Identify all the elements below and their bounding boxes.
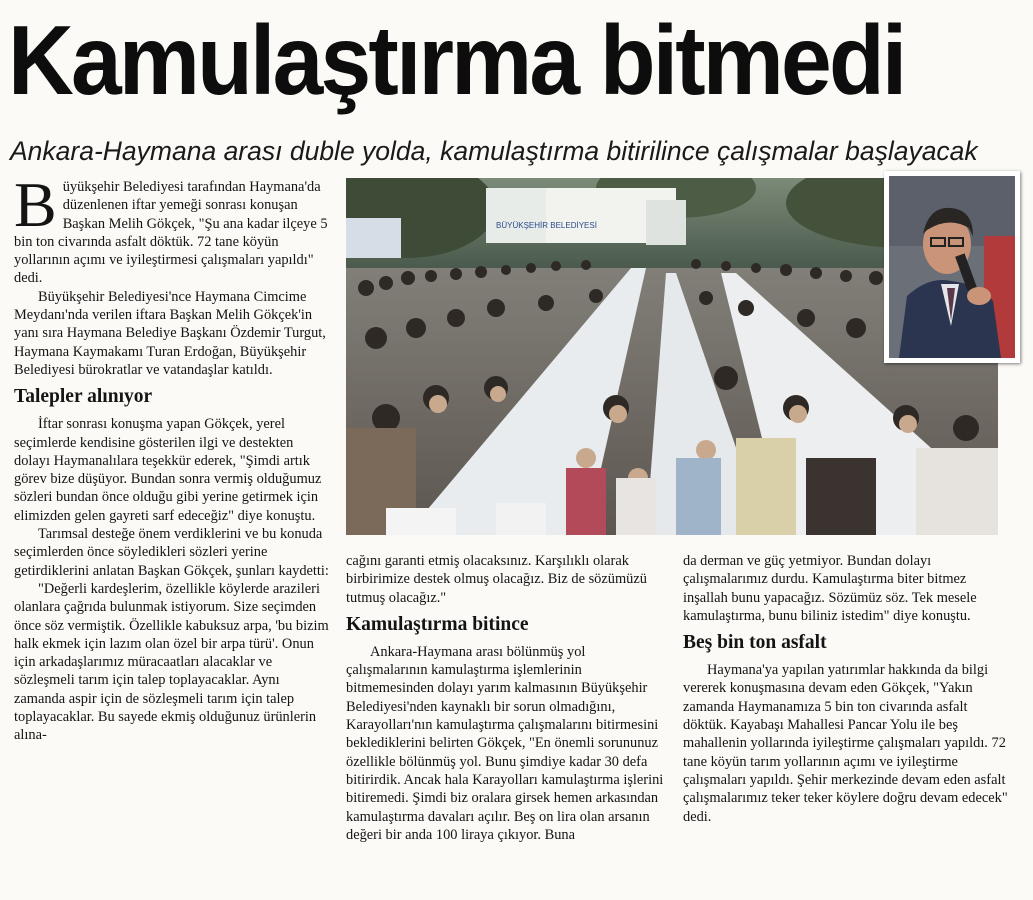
section-heading-asfalt: Beş bin ton asfalt — [683, 632, 827, 654]
article-paragraph: "Değerli kardeşlerim, özellikle köylerde arazileri olanlara çağrıda bulunmak istiyorum. Size seçimden önce söz vermiştik. Özellikle kabuksuz arpa, 'bu bizim halk ekmek için lazım olan özel bir arpa türü'. Onun için arkadaşlarımız müracaatları alacaklar ve sözleşmeli tarım için talep toplayacaklar. Aynı zamanda aspir için de sözleşmeli tarım için talep toplayacaklar. Bu sayede ekmiş olduğunuz ürünlerin alına- — [14, 580, 329, 744]
article-paragraph: Haymana'ya yapılan yatırımlar hakkında da bilgi vererek konuşmasına devam eden Gökçek, "Yakın zamanda Haymanamıza 5 bin ton civarında asfalt döktük. Kayabaşı Mahallesi Pancar Yolu ile beş mahallenin yollarında iyileştirme çalışmaları yapıldı. 72 tane köyün tarım yollarının açımı ve iyileştirme çalışmaları yapıldı. Şehir merkezinde devam eden asfalt çalışmalarımız teker teker köylere doğru devam edecek" dedi. — [683, 662, 1008, 825]
speaker-portrait-icon — [889, 176, 1015, 358]
headline: Kamulaştırma bitmedi — [8, 5, 905, 115]
section-heading-talepler: Talepler alınıyor — [14, 386, 153, 408]
article-column-3 — [683, 552, 1013, 826]
truck-label: BÜYÜKŞEHİR BELEDİYESİ — [496, 221, 597, 230]
article-column-2 — [346, 552, 670, 844]
speaker-inset-photo — [884, 171, 1020, 363]
article-paragraph: da derman ve güç yetmiyor. Bundan dolayı çalışmalarımız durdu. Kamulaştırma biter bitmez inşallah bunu yapacağız. Sözümüz söz. Tek mesele kamulaştırma, bunu biliniz istedim" diye konuştu. — [683, 553, 977, 624]
section-heading-kamulastirma: Kamulaştırma bitince — [346, 613, 529, 635]
article-paragraph: Büyükşehir Belediyesi tarafından Haymana'da düzenlenen iftar yemeği sonrası konuşan Başkan Melih Gökçek, "Şu ana kadar ilçeye 5 bin ton civarında asfalt döktük. 72 tane köyün yollarının açımı ve iyileştirmesi çalışmaları yapıldı" dedi. — [14, 169, 328, 287]
article-paragraph: Büyükşehir Belediyesi'nce Haymana Cimcime Meydanı'nda verilen iftara Başkan Melih Gökçek'in yanı sıra Haymana Belediye Başkanı Özdemir Turgut, Haymana Kaymakamı Turan Erdoğan, Büyükşehir Belediyesi bürokratlar ve vatandaşlar katıldı. — [14, 288, 326, 378]
article-paragraph: Tarımsal desteğe önem verdiklerini ve bu konuda seçimlerden önce söyledikleri sözleri yerine getirdiklerini anlatan Başkan Gökçek, şunları kaydetti: — [14, 526, 329, 579]
article-paragraph: Ankara-Haymana arası bölünmüş yol çalışmalarının kamulaştırma işlemlerinin bitmemesinden dolayı yarım kalmasının Büyükşehir Belediyesi'nden kaynaklı bir sorun olmadığını, Karayolları'nın kamulaştırma çalışmalarını bitirmesini beklediklerini belirten Gökçek, "En önemli sorununuz özellikle bölünmüş yol. Bunu şimdiye kadar 30 defa bitirirdik. Ancak hala Karayolları kamulaştırma işlerini bitiremedi. Şimdi biz oralara girsek hemen arkasından kamulaştırma davaları açılır. Beş on lira olan arsanın değeri bir anda 100 liraya çıkıyor. Buna — [346, 643, 664, 843]
article-paragraph: İftar sonrası konuşma yapan Gökçek, yerel seçimlerde kendisine gösterilen ilgi ve destekten dolayı Haymanalılara teşekkür ederek, "Şimdi artık görev bize düşüyor. Bundan sonra vermiş olduğumuz sözleri bundan önce olduğu gibi yerine getirmek için elimizden gelen gayreti sarf edeceğiz" diye konuştu. — [14, 416, 322, 524]
article-column-1 — [14, 169, 332, 745]
subheadline: Ankara-Haymana arası duble yolda, kamulaştırma bitirilince çalışmalar başlayacak — [10, 136, 978, 166]
drop-cap: B — [14, 169, 57, 240]
article-paragraph: cağını garanti etmiş olacaksınız. Karşılıklı olarak birbirimize destek olmuş olacağız. Biz de sözümüzü tutmuş olacağız." — [346, 553, 647, 606]
